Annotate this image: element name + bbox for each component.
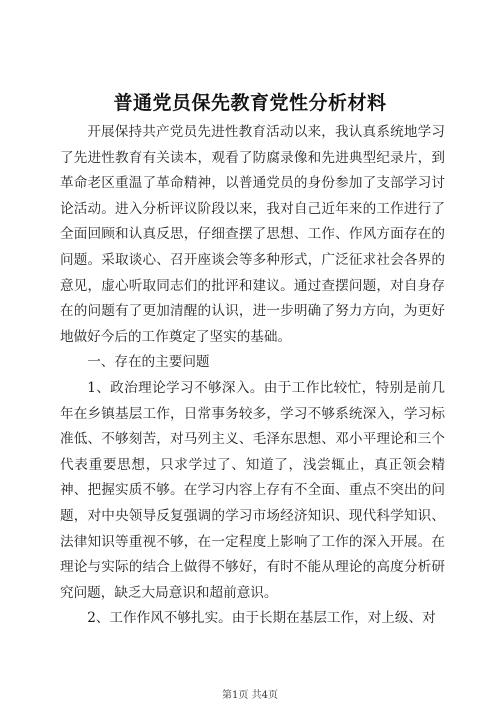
paragraph-intro: 开展保持共产党员先进性教育活动以来，我认真系统地学习了先进性教育有关读本，观看了防腐录像和先进典型纪录片，到革命老区重温了革命精神，以普通党员的身份参加了支部学习讨论活动。进入分析评议阶段以来，我对自己近年来的工作进行了全面回顾和认真反思，仔细查摆了思想、工作、作风方面存在的问题。采取谈心、召开座谈会等多种形式，广泛征求社会各界的意见，虚心听取同志们的批评和建议。通过查摆问题，对自身存在的问题有了更加清醒的认识，进一步明确了努力方向，为更好地做好今后的工作奠定了坚实的基础。 <box>60 124 445 345</box>
paragraph-item-2: 2、工作作风不够扎实。由于长期在基层工作，对上级、对 <box>87 610 436 627</box>
document-body <box>60 120 445 632</box>
paragraph-item-1: 1、政治理论学习不够深入。由于工作比较忙，特别是前几年在乡镇基层工作，日常事务较多，学习不够系统深入，学习标准低、不够刻苦，对马列主义、毛泽东思想、邓小平理论和三个代表重要思想，只求学过了、知道了，浅尝辄止，真正领会精神、把握实质不够。在学习内容上存有不全面、重点不突出的问题，对中央领导反复强调的学习市场经济知识、现代科学知识、法律知识等重视不够，在一定程度上影响了工作的深入开展。在理论与实际的结合上做得不够好，有时不能从理论的高度分析研究问题，缺乏大局意识和超前意识。 <box>60 379 445 601</box>
section-heading: 一、存在的主要问题 <box>87 354 210 371</box>
page-number: 第1页 共4页 <box>222 690 278 701</box>
document-title: 普通党员保先教育党性分析材料 <box>113 92 387 114</box>
